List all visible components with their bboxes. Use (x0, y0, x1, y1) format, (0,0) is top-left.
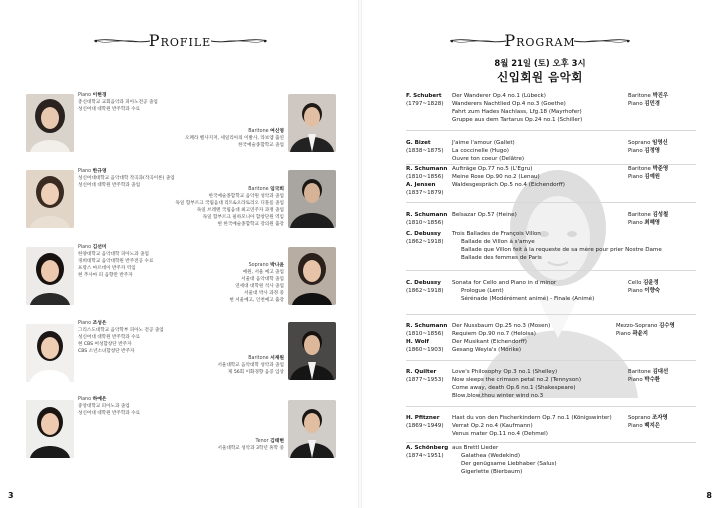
works-list: Love's Philosophy Op.3 no.1 (Shelley) Now sleeps the crimson petal no.2 (Tennyson) Come away, death Op.6 no.1 (Shakespeare) Blow,blow,thou winter wind no.3 (452, 369, 582, 399)
profile-role: Piano (78, 169, 92, 174)
profile-name: 서재원 (270, 356, 284, 361)
divider (406, 202, 696, 203)
composer: R. Schumann (1810~1856) H. Wolf (1860~1903) (406, 323, 448, 353)
profile-role: Baritone (248, 129, 269, 134)
profile-role: Piano (78, 321, 92, 326)
profile-line: 서울대 음악대학 졸업 (241, 277, 284, 282)
profile-line: 한국예술종합학교 음악원 성악과 졸업 (208, 194, 284, 199)
composer: R. Schumann (1810~1856) (406, 212, 448, 226)
works-list: Belsazar Op.57 (Heine) (452, 212, 517, 218)
program-page (360, 0, 720, 508)
performers: Baritone 김성철 Piano 최혜영 (628, 212, 669, 226)
profile-line: 성신여대 대학원 반주학과 수료 (78, 107, 141, 112)
profile-line: 한양대학교 음악대학 피아노과 졸업 (78, 252, 149, 257)
profile-line: 성신여대 대학원 반주학과 수료 (78, 335, 141, 340)
profile-name: 한규영 (92, 169, 107, 174)
divider (406, 314, 696, 315)
profile-text-8 (140, 355, 284, 376)
profile-photo-7 (26, 324, 74, 382)
composer: H. Pfitzner (1869~1949) (406, 415, 444, 429)
divider (406, 270, 696, 271)
page-number-left: 3 (8, 491, 14, 500)
concert-title: 신입회원 음악회 (497, 70, 583, 84)
composer: F. Schubert (1797~1828) (406, 93, 444, 107)
divider (406, 360, 696, 361)
profile-line: 현 추사마 피 음향만 반주자 (78, 273, 133, 278)
profile-line: 현 서울예고, 인천예고 출강 (229, 298, 284, 303)
works-list: Sonata for Cello and Piano in d minor Prologue (Lent) Sérénade (Modérément animé) - Finale (Animé) (452, 280, 595, 302)
works-list: Trois Ballades de François Villon Ballade de Villon à s'amye Ballade que Villon feit à la requeste de sa mère pour prier Nostre Dame Ballade des femmes de Paris (452, 231, 662, 261)
composer: G. Bizet (1838~1875) (406, 140, 444, 154)
performers: Baritone 박준영 Piano 김예원 (628, 166, 669, 180)
profile-line: 서울대학교 음악대학 성악과 졸업 (217, 363, 284, 368)
profile-name: 여신영 (270, 129, 284, 134)
profile-line: 성신여대 대학원 반주학과 졸업 (78, 183, 141, 188)
profile-line: 독일 브레멘 국립음대 최고연주자 과정 졸업 (196, 208, 284, 213)
works-list: Der Nussbaum Op.25 no.3 (Mosen) Requiem Op.90 no.7 (Heloisa) Der Musikant (Eichendorff) Gesang Weyla's (Mörike) (452, 323, 551, 353)
profile-line: 한국예술종합학교 졸업 (238, 143, 284, 148)
profile-name: 김선미 (92, 245, 107, 250)
profile-line: 독일 함부르크 국립음대 리트&오라토리오 디플롬 졸업 (175, 201, 284, 206)
profile-role: Soprano (248, 263, 269, 268)
profile-line: 오페라 벨사지저, 세일리아의 이발사, 라보엠 출연 (185, 136, 284, 141)
performers: Baritone 김대선 Piano 박수환 (628, 369, 669, 383)
divider (406, 130, 696, 131)
profile-photo-1 (26, 94, 74, 152)
composer: A. Schönberg (1874~1951) (406, 445, 449, 459)
profile-name: 하예은 (92, 397, 107, 402)
profile-text-2 (140, 128, 284, 149)
profile-name: 박나윤 (270, 263, 284, 268)
profile-role: Piano (78, 245, 92, 250)
ornament-right-icon (572, 36, 632, 46)
profile-photo-5 (26, 247, 74, 305)
composer: C. Debussy (1862~1918) (406, 231, 444, 245)
program-title: Program (504, 31, 576, 50)
performers: Cello 김윤정 Piano 이향숙 (628, 280, 660, 294)
profile-line: 서울대 박사 과정 중 (244, 291, 284, 296)
profile-line: 성신여대대학교 음악대학 작곡과(작곡이론) 졸업 (78, 176, 175, 181)
profile-photo-9 (26, 400, 74, 458)
profile-line: 총신대학교 교회음악과 피아노전공 졸업 (78, 100, 158, 105)
profile-role: Tenor (255, 439, 269, 444)
profile-text-1 (78, 92, 198, 113)
profile-name: 이현경 (92, 93, 107, 98)
profile-photo-3 (26, 170, 74, 228)
profile-text-7 (78, 320, 208, 355)
profile-line: 예원, 서울 예고 졸업 (242, 270, 284, 275)
works-list: aus Brettl Lieder Galathea (Wedekind) Der genügsame Liebhaber (Salus) Gigerlette (Bierbaum) (452, 445, 557, 475)
divider (406, 406, 696, 407)
program-heading (360, 30, 720, 52)
ornament-left-icon (448, 36, 508, 46)
performers: Mezzo-Soprano 김수영 Piano 곽윤지 (616, 323, 675, 337)
performers: Soprano 임영신 Piano 김정영 (628, 140, 668, 154)
profile-line: 연세대 대학원 석사 졸업 (235, 284, 284, 289)
profile-line: 그리스도대학교 음악학부 피아노 전공 졸업 (78, 328, 164, 333)
composer: R. Quilter (1877~1953) (406, 369, 444, 383)
works-list: Der Wanderer Op.4 no.1 (Lübeck) Wanderers Nachtlied Op.4 no.3 (Goethe) Fahrt zum Hades Nachlass, Lfg.18 (Mayrhofer) Gruppe aus dem Tartarus Op.24 no.1 (Schiller) (452, 93, 583, 123)
ornament-left-icon (92, 36, 152, 46)
profile-line: 성신여대 대학원 반주학과 수료 (78, 411, 141, 416)
profile-name: 김태현 (270, 439, 284, 444)
profile-photo-6 (288, 247, 336, 305)
profile-photo-4 (288, 170, 336, 228)
divider (406, 442, 696, 443)
profile-role: Baritone (248, 356, 269, 361)
ornament-right-icon (209, 36, 269, 46)
profile-line: 제 56회 이화경향 음콩 입상 (227, 370, 284, 375)
profile-name: 조성은 (92, 321, 107, 326)
profile-photo-10 (288, 400, 336, 458)
profile-role: Piano (78, 93, 92, 98)
profile-name: 임국희 (270, 187, 284, 192)
profile-text-9 (78, 396, 198, 417)
profile-text-4 (140, 186, 284, 228)
profile-photo-8 (288, 322, 336, 380)
profile-title: Profile (148, 31, 212, 50)
performers: Soprano 조자영 Piano 백지은 (628, 415, 668, 429)
profile-line: 독일 함부르크 필하모니아 합창단원 역임 (202, 215, 284, 220)
profile-text-10 (140, 438, 284, 452)
profile-line: 현 CBS 여성합창단 반주자 (78, 342, 132, 347)
profile-photo-2 (288, 94, 336, 152)
concert-date: 8월 21일 (토) 오후 3시 (494, 58, 586, 68)
profile-role: Piano (78, 397, 92, 402)
composer: R. Schumann (1810~1856) A. Jensen (1837~1879) (406, 166, 448, 196)
profile-line: CBS 소년소녀합창단 반주자 (78, 349, 135, 354)
profile-line: 프랑스 마르데이 반주자 역임 (78, 266, 136, 271)
profile-role: Baritone (248, 187, 269, 192)
works-list: Hast du von den Fischerkindern Op.7 no.1 (Königswinter) Verrat Op.2 no.4 (Kaufmann) Venus mater Op.11 no.4 (Dehmel) (452, 415, 612, 437)
page-number-right: 8 (706, 491, 712, 500)
composer: C. Debussy (1862~1918) (406, 280, 444, 294)
profile-line: 경희대학교 음악대학원 반주전공 수료 (78, 259, 154, 264)
profile-line: 서울대학교 성악과 3학년 휴학 중 (217, 446, 284, 451)
works-list: J'aime l'amour (Gallet) La coccinelle (Hugo) Ouvre ton coeur (Delâtre) (452, 140, 525, 162)
profile-heading (0, 30, 360, 52)
works-list: Aufträge Op.77 no.5 (L'Egru) Meine Rose Op.90 no.2 (Lenau) Waldesgespräch Op.5 no.4 (Eichendorff) (452, 166, 565, 188)
profile-line: 현 한국예술종합학교 강의원 출강 (217, 222, 284, 227)
profile-text-6 (140, 262, 284, 304)
profile-line: 중앙대학교 피아노과 졸업 (78, 404, 130, 409)
performers: Baritone 박진우 Piano 김민경 (628, 93, 669, 107)
